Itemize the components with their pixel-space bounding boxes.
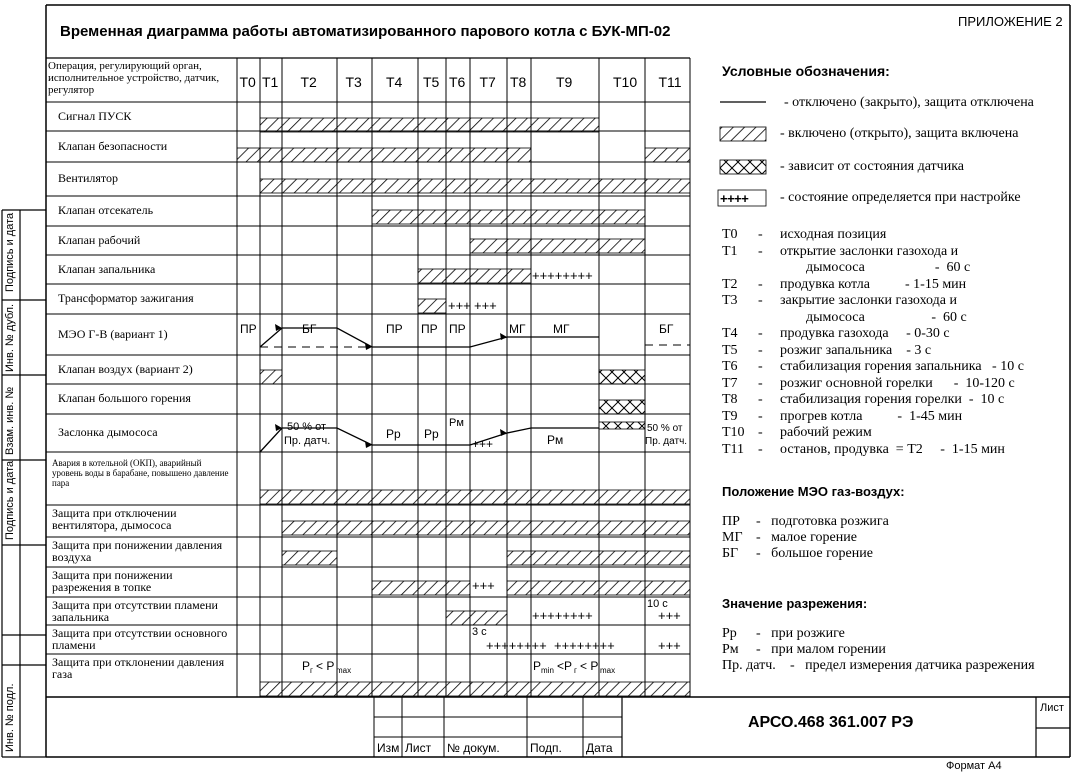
damper-value: Рм: [449, 417, 464, 429]
mao-state: ПР: [386, 322, 403, 336]
row-label: Защита при отсутствии пламени запальника: [52, 598, 218, 624]
format-label: Формат А4: [946, 760, 1002, 772]
row-label: Клапан безопасности: [58, 138, 168, 153]
row-label: Клапан отсекатель: [58, 203, 154, 217]
stamp-col-label: Лист: [405, 741, 432, 755]
mao-state: ПР: [421, 322, 438, 336]
state-bar: [372, 581, 470, 595]
legend-item-on: - включено (открыто), защита включена: [780, 126, 1019, 141]
legend-dash: -: [758, 276, 763, 292]
state-bar: [446, 611, 507, 625]
mao-state: ПР: [240, 322, 257, 336]
state-bar: [507, 581, 690, 595]
state-bar: [260, 490, 690, 504]
plus-marks: ++++++++: [532, 268, 593, 283]
side-label: Взам. инв. №: [4, 386, 16, 455]
period-t4: T4: [386, 74, 403, 90]
legend-period-text: прогрев котла - 1-45 мин: [780, 408, 963, 424]
stamp-col-label: Подп.: [530, 741, 562, 755]
state-bar: [507, 551, 690, 565]
row-label: Вентилятор: [58, 171, 119, 185]
vacuum-legend-code: Рм: [722, 642, 739, 657]
legend-dash: -: [758, 375, 763, 391]
mao-state: ПР: [449, 322, 466, 336]
mao-legend-code: МГ: [722, 530, 743, 545]
mao-state: БГ: [302, 322, 317, 336]
period-t1: T1: [262, 74, 279, 90]
plus-marks: ++++++++: [554, 638, 615, 653]
mao-state: БГ: [659, 322, 674, 336]
legend-item-sensor: - зависит от состояния датчика: [780, 159, 965, 174]
mao-legend-text: - подготовка розжига: [756, 514, 889, 529]
legend-item-setup: - состояние определяется при настройке: [780, 190, 1021, 205]
legend-dash: -: [758, 425, 763, 440]
side-label: Инв. № подл.: [4, 683, 16, 752]
row-label: Клапан воздух (вариант 2): [58, 361, 193, 376]
side-label: Подпись и дата: [4, 460, 16, 540]
legend-dash: -: [758, 441, 763, 457]
legend-period-code: Т9: [722, 408, 738, 424]
legend-dash: -: [758, 243, 763, 259]
legend-period-text: розжиг запальника - 3 с: [780, 342, 932, 358]
plus-marks: +++: [472, 437, 494, 451]
vacuum-legend-text: - при малом горении: [756, 642, 886, 657]
arrow-head: [500, 333, 507, 340]
legend-period-code: Т0: [722, 227, 738, 242]
state-bar: [372, 210, 645, 224]
damper-value: Рм: [547, 433, 564, 447]
vacuum-legend-text: - при розжиге: [756, 626, 845, 641]
row-label: Сигнал ПУСК: [58, 108, 132, 123]
state-bar: [470, 239, 645, 253]
gas-range: max: [600, 666, 616, 675]
timer-label: 3 с: [472, 626, 487, 638]
timer-label: 10 с: [647, 598, 668, 610]
gas-range: <P: [557, 659, 573, 673]
state-bar: [260, 118, 599, 132]
vacuum-legend-code: Рр: [722, 626, 737, 641]
legend-period-code: Т10: [722, 425, 745, 440]
state-bar: [260, 682, 690, 696]
state-bar: [282, 521, 690, 535]
legend-item-off: - отключено (закрыто), защита отключена: [784, 95, 1034, 110]
gas-range: < P: [580, 659, 599, 673]
row-label: Заслонка дымососа: [58, 425, 158, 439]
gas-range: г: [310, 666, 313, 675]
row-label: Трансформатор зажигания: [58, 291, 194, 305]
row-label: Клапан рабочий: [58, 232, 141, 247]
plus-marks: +++: [658, 608, 681, 623]
legend-dash: -: [758, 342, 763, 358]
plus-marks: ++++++++: [486, 638, 547, 653]
document-code: АРСО.468 361.007 РЭ: [748, 714, 914, 731]
gas-range: P: [302, 659, 311, 673]
side-label: Подпись и дата: [4, 212, 16, 292]
legend-dash: -: [758, 408, 763, 424]
side-label: Инв. № дубл.: [4, 303, 16, 372]
row-label: Защита при понижении давления воздуха: [52, 538, 223, 564]
damper-value: 50 % от: [647, 423, 683, 434]
legend-period-code: Т4: [722, 326, 738, 341]
legend-dash: -: [758, 227, 763, 242]
row-label: Авария в котельной (ОКП), аварийный уровень воды в барабане, повышено давление пара: [52, 458, 229, 488]
legend-period-text: стабилизация горения запальника - 10 с: [780, 359, 1024, 374]
state-bar: [282, 551, 337, 565]
legend-period-code: Т5: [722, 342, 738, 358]
legend-period-text: дымососа - 60 с: [806, 260, 971, 275]
state-bar: [599, 370, 645, 384]
state-bar: [645, 148, 690, 162]
legend-period-text: дымососа - 60 с: [806, 309, 967, 325]
mao-state: МГ: [509, 322, 526, 336]
mao-legend-text: - большое горение: [756, 546, 873, 561]
state-bar: [237, 148, 531, 162]
legend-dash: -: [758, 326, 763, 341]
row-label: Защита при понижении разрежения в топке: [52, 568, 173, 594]
period-t11: T11: [658, 74, 682, 90]
mao-legend-text: - малое горение: [756, 530, 857, 545]
gas-range: min: [541, 666, 554, 675]
damper-value: 50 % от: [287, 421, 327, 433]
gas-range: < P: [316, 659, 335, 673]
legend-dash: -: [758, 392, 763, 407]
page-title: Временная диаграмма работы автоматизированного парового котла с БУК-МП-02: [60, 23, 671, 40]
stamp-col-label: Дата: [586, 741, 613, 755]
legend-period-code: Т6: [722, 359, 738, 374]
plus-marks: +++: [474, 298, 497, 313]
legend-period-code: Т2: [722, 276, 738, 292]
mao-legend-code: ПР: [722, 514, 740, 529]
period-t6: T6: [449, 74, 466, 90]
legend-period-text: розжиг основной горелки - 10-120 с: [780, 375, 1015, 391]
stamp-col-label: Изм: [377, 741, 400, 755]
state-bar: [599, 400, 645, 414]
legend-period-code: Т7: [722, 375, 738, 391]
mao-legend-code: БГ: [722, 546, 739, 561]
legend-period-text: исходная позиция: [780, 227, 887, 242]
row-label: Защита при отсутствии основного пламени: [52, 626, 228, 652]
plus-marks: +++: [472, 578, 495, 593]
legend-period-text: продувка газохода - 0-30 с: [780, 326, 950, 341]
mao-state: МГ: [553, 322, 570, 336]
legend-period-text: рабочий режим: [780, 425, 872, 440]
gas-range: г: [574, 666, 577, 675]
arrow-head: [365, 441, 372, 448]
stamp-col-label: № докум.: [447, 741, 500, 755]
plus-marks: +++: [658, 638, 681, 653]
legend-period-code: Т3: [722, 293, 738, 308]
row-label: Защита при отключении вентилятора, дымососа: [52, 506, 177, 532]
gas-range: P: [533, 659, 542, 673]
legend-swatch-sensor: [720, 160, 766, 174]
period-t3: T3: [345, 74, 362, 90]
operation-column-header: Операция, регулирующий орган, исполнительное устройство, датчик, регулятор: [48, 60, 220, 96]
vacuum-legend-code: Пр. датч.: [722, 658, 776, 673]
period-t10: T10: [613, 74, 638, 90]
row-label: МЭО Г-В (вариант 1): [58, 326, 168, 341]
legend-period-code: Т1: [722, 243, 738, 259]
state-bar: [260, 370, 282, 384]
row-label: Защита при отклонении давления газа: [52, 655, 225, 681]
period-t8: T8: [510, 74, 527, 90]
appendix-label: ПРИЛОЖЕНИЕ 2: [958, 14, 1063, 29]
damper-value: Рр: [424, 427, 439, 441]
legend-dash: -: [758, 293, 763, 308]
state-bar: [260, 179, 690, 193]
state-bar: [599, 422, 645, 429]
damper-value: Пр. датч.: [645, 436, 688, 447]
period-t2: T2: [300, 74, 317, 90]
plus-marks: +++: [448, 298, 471, 313]
arrow-head: [500, 429, 507, 436]
arrow-head: [275, 324, 282, 331]
legend-period-text: открытие заслонки газохода и: [780, 243, 959, 259]
legend-period-text: останов, продувка = Т2 - 1-15 мин: [780, 441, 1005, 457]
vacuum-legend-title: Значение разрежения:: [722, 596, 868, 611]
damper-value: Пр. датч.: [284, 435, 331, 447]
sheet-label: Лист: [1040, 702, 1064, 714]
legend-period-code: Т8: [722, 392, 738, 407]
legend-period-text: продувка котла - 1-15 мин: [780, 276, 967, 292]
state-bar: [418, 269, 531, 283]
legend-period-code: Т11: [722, 441, 745, 457]
period-t0: T0: [239, 74, 256, 90]
legend-dash: -: [758, 359, 763, 374]
vacuum-legend-text: - предел измерения датчика разрежения: [790, 658, 1035, 673]
state-bar: [418, 299, 446, 313]
period-t7: T7: [479, 74, 496, 90]
damper-value: Рр: [386, 427, 401, 441]
arrow-head: [365, 343, 372, 350]
legend-period-text: стабилизация горения горелки - 10 с: [780, 392, 1005, 407]
legend-period-text: закрытие заслонки газохода и: [780, 293, 957, 308]
gas-range: max: [336, 666, 352, 675]
legend-title: Условные обозначения:: [722, 63, 890, 79]
row-label: Клапан запальника: [58, 261, 156, 276]
legend-plus-glyph: ++++: [720, 191, 749, 206]
mao-legend-title: Положение МЭО газ-воздух:: [722, 484, 905, 499]
period-t9: T9: [556, 74, 573, 90]
row-label: Клапан большого горения: [58, 391, 191, 405]
legend-swatch-on: [720, 127, 766, 141]
period-t5: T5: [423, 74, 440, 90]
plus-marks: ++++++++: [532, 608, 593, 623]
